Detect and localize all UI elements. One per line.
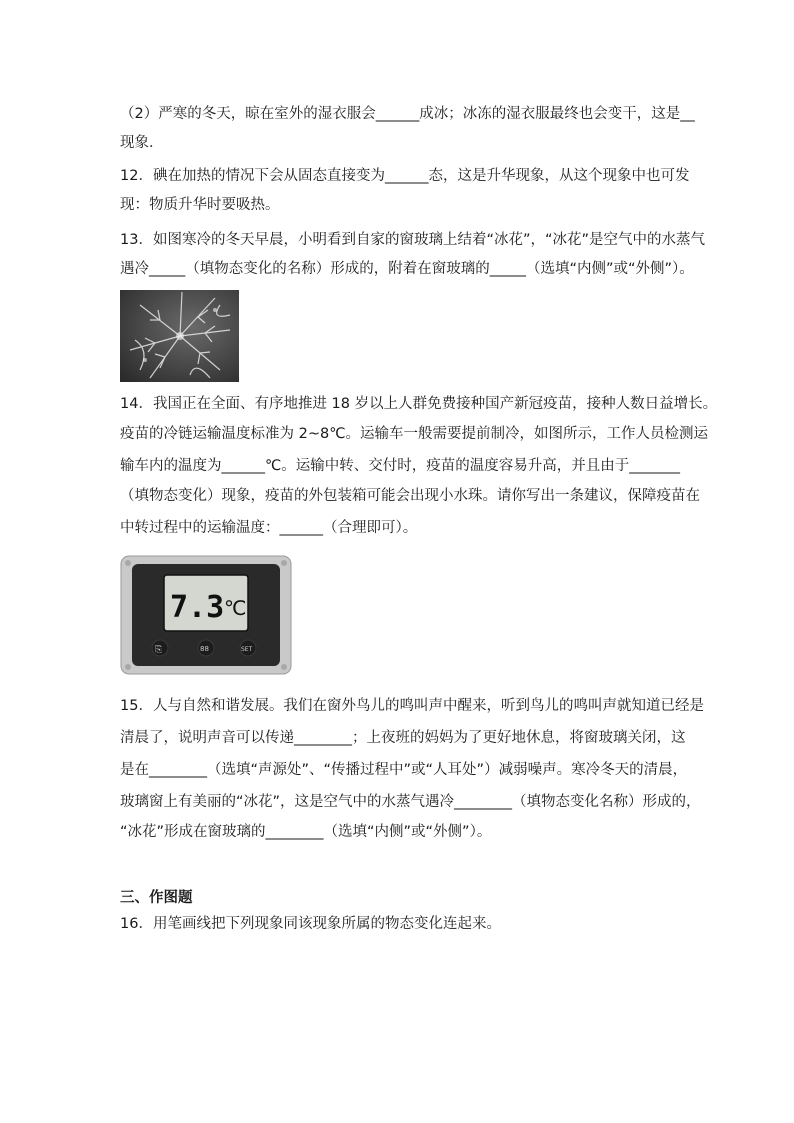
- question-line: （填物态变化）现象，疫苗的外包装箱可能会出现小水珠。请你写出一条建议，保障疫苗在: [120, 488, 700, 504]
- question-line: 现象．: [120, 135, 164, 151]
- question-line: 是在________（选填“声源处”、“传播过程中”或“人耳处”）减弱噪声。寒冷冬天的清晨，: [120, 762, 688, 778]
- temperature-reading: 7.3: [170, 590, 225, 625]
- question-line: 清晨了，说明声音可以传递________；上夜班的妈妈为了更好地休息，将窗玻璃关闭，这: [120, 730, 686, 746]
- question-line: 中转过程中的运输温度：______（合理即可）。: [120, 520, 418, 536]
- question-line: “冰花”形成在窗玻璃的________（选填“内侧”或“外侧”）。: [120, 824, 492, 840]
- question-line: 12．碘在加热的情况下会从固态直接变为______态，这是升华现象，从这个现象中也可发: [120, 168, 690, 184]
- question-line: 13．如图寒冷的冬天早晨，小明看到自家的窗玻璃上结着“冰花”，“冰花”是空气中的水蒸气: [120, 232, 705, 248]
- question-line: 现：物质升华时要吸热。: [120, 197, 280, 213]
- grid-button-icon: 88: [200, 645, 209, 653]
- question-line: 16．用笔画线把下列现象同该现象所属的物态变化连起来。: [120, 916, 501, 932]
- mode-button-icon: ⎘: [155, 645, 163, 655]
- question-line: 15．人与自然和谐发展。我们在窗外鸟儿的鸣叫声中醒来，听到鸟儿的鸣叫声就知道已经是: [120, 698, 704, 714]
- frost-image: [120, 290, 239, 382]
- thermometer-image: [120, 555, 292, 675]
- question-line: 玻璃窗上有美丽的“冰花”，这是空气中的水蒸气遇冷________（填物态变化名称）形成的，: [120, 794, 701, 810]
- temperature-unit: ℃: [224, 596, 247, 620]
- set-button-label: SET: [241, 646, 253, 653]
- section-heading: 三、作图题: [120, 890, 193, 906]
- question-line: 14．我国正在全面、有序地推进 18 岁以上人群免费接种国产新冠疫苗，接种人数日益增长。: [120, 396, 718, 412]
- question-line: 输车内的温度为______℃。运输中转、交付时，疫苗的温度容易升高，并且由于_______: [120, 458, 681, 474]
- question-line: 遇冷_____（填物态变化的名称）形成的，附着在窗玻璃的_____（选填“内侧”或“外侧”）。: [120, 261, 694, 277]
- question-line: （2）严寒的冬天，晾在室外的湿衣服会______成冰；冰冻的湿衣服最终也会变干，这是__: [120, 106, 695, 122]
- question-line: 疫苗的冷链运输温度标准为 2~8℃。运输车一般需要提前制冷，如图所示，工作人员检测运: [120, 426, 708, 442]
